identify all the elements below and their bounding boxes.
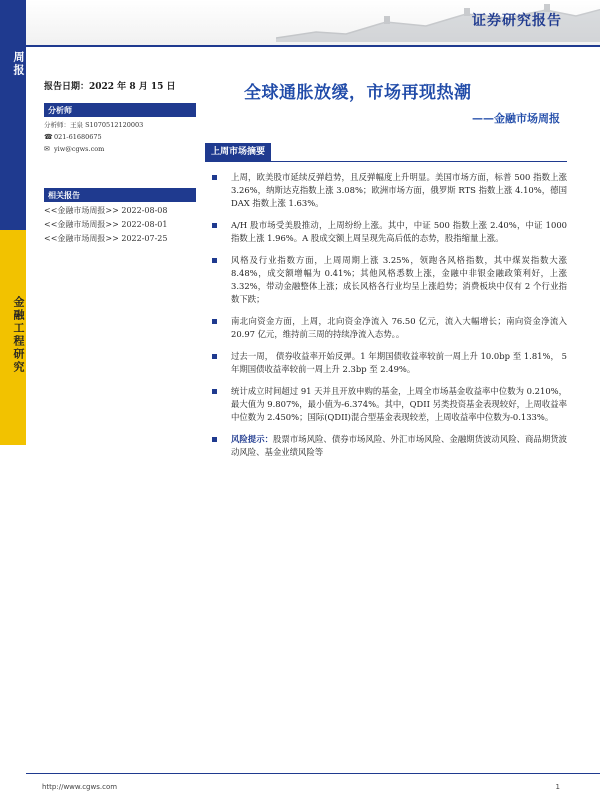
summary-bullet-text: A/H 股市场受美股推动，上周纷纷上涨。其中，中证 500 指数上涨 2.40%，中证 1000 指数上涨 1.96%。A 股成交额上周呈现先高后低的态势，股指缩量上涨。	[231, 220, 567, 243]
analyst-email-text[interactable]: yiw@cgws.com	[54, 144, 105, 153]
page-number: 1	[555, 783, 560, 791]
summary-bullet	[205, 315, 567, 341]
summary-bullet	[205, 350, 567, 376]
summary-bullet	[205, 171, 567, 210]
summary-bullet-text: 上周，欧美股市延续反弹趋势，且反弹幅度上升明显。美国市场方面，标普 500 指数上涨 3.26%，纳斯达克指数上涨 3.08%；欧洲市场方面，俄罗斯 RTS 指数上涨 4.10%，德国 DAX 指数上涨 1.63%。	[231, 172, 567, 208]
report-type-label: 周报	[12, 51, 25, 77]
related-section-header: 相关报告	[44, 188, 196, 202]
sidebar	[0, 0, 26, 800]
report-category-label: 金融工程研究	[12, 296, 25, 374]
footer-url[interactable]: http://www.cgws.com	[42, 783, 118, 791]
summary-bullet-text: 过去一周， 债券收益率开始反弹。1 年期国债收益率较前一周上升 10.0bp 至 1.81%， 5 年期国债收益率较前一周上升 2.3bp 至 2.49%。	[231, 351, 567, 374]
bullet-square-icon	[212, 223, 217, 228]
bullet-square-icon	[212, 354, 217, 359]
summary-section	[205, 143, 567, 459]
analyst-section-header: 分析师	[44, 103, 196, 117]
bullet-square-icon	[212, 175, 217, 180]
analyst-name-text: 分析师：王泉 S1070512120003	[44, 121, 144, 129]
bullet-square-icon	[212, 258, 217, 263]
related-report-item[interactable]: <<金融市场周报>> 2022-07-25	[44, 234, 168, 243]
analyst-phone-text: 021-61680675	[54, 132, 102, 141]
brand-label: 证券研究报告	[472, 13, 562, 29]
header-rule	[26, 45, 600, 47]
summary-bullet	[205, 254, 567, 306]
risk-warning-text: 股票市场风险、债券市场风险、外汇市场风险、金融期货波动风险、商品期货波动风险、基金业绩风险等	[231, 434, 568, 457]
summary-section-header	[205, 143, 567, 162]
related-report-item[interactable]: <<金融市场周报>> 2022-08-08	[44, 206, 168, 215]
bullet-square-icon	[212, 319, 217, 324]
summary-bullet-text: 风格及行业指数方面，上周周期上涨 3.25%，领跑各风格指数，其中煤炭指数大涨 8.48%，成交额增幅为 0.41%；其他风格悉数上涨，金融中非银金融政策利好，上涨 3.32%，带动金融整体上涨；成长风格各行业均呈上涨趋势；消费板块中仅有 2 个行业指数下跌；	[231, 255, 567, 304]
analyst-section	[44, 103, 196, 153]
related-reports-section	[44, 188, 196, 244]
footer-rule	[26, 773, 600, 774]
related-report-item[interactable]: <<金融市场周报>> 2022-08-01	[44, 220, 168, 229]
risk-warning	[205, 433, 567, 459]
summary-section-tab: 上周市场摘要	[205, 143, 271, 161]
summary-bullet-text: 南北向资金方面，上周，北向资金净流入 76.50 亿元，流入大幅增长；南向资金净流入 20.97 亿元，维持前三周的持续净流入态势。。	[231, 316, 567, 339]
page-subtitle: ——金融市场周报	[472, 112, 560, 125]
header-banner	[26, 0, 600, 45]
summary-bullet	[205, 219, 567, 245]
page-title: 全球通胀放缓，市场再现热潮	[244, 83, 472, 103]
email-icon: ✉	[44, 144, 50, 153]
risk-warning-label: 风险提示：	[231, 434, 274, 444]
phone-icon: ☎	[44, 132, 53, 141]
bullet-square-icon	[212, 389, 217, 394]
summary-bullet-text: 统计成立时间超过 91 天并且开放申购的基金，上周全市场基金收益率中位数为 0.210%，最大值为 9.807%，最小值为-6.374%。其中，QDII 另类投资基金表现较好，上周收益率中位数为 2.450%；国际(QDII)混合型基金表现较差，上周收益率中位数为-0.133%。	[231, 386, 567, 422]
analyst-email[interactable]	[44, 144, 196, 153]
analyst-name	[44, 120, 196, 129]
report-date: 报告日期：2022 年 8 月 15 日	[44, 82, 176, 92]
bullet-square-icon	[212, 437, 217, 442]
analyst-phone	[44, 132, 196, 141]
summary-bullet	[205, 385, 567, 424]
